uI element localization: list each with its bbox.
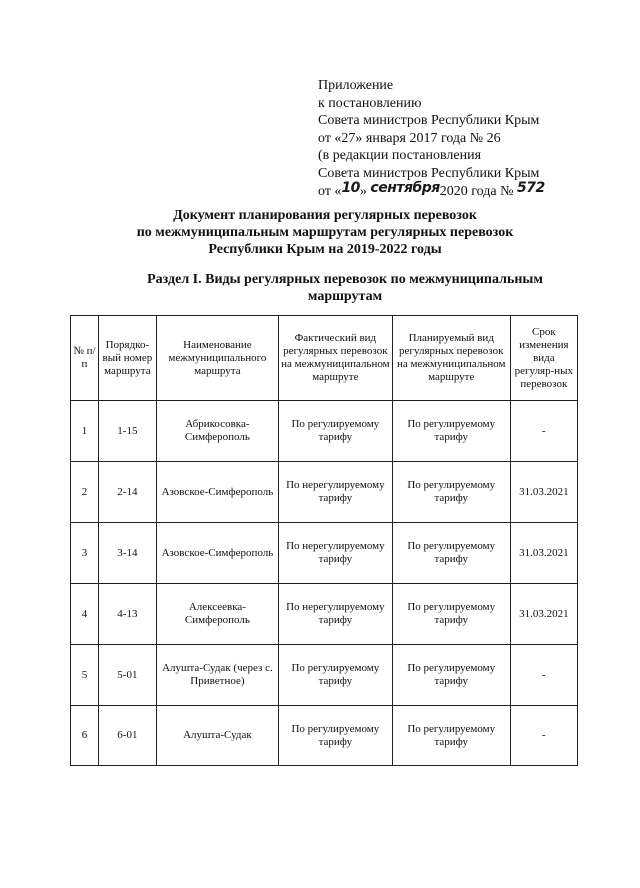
- appendix-line-6: Совета министров Республики Крым: [318, 165, 540, 181]
- date-prefix: от «: [318, 183, 342, 199]
- cell-route-name: Азовское-Симферополь: [156, 523, 278, 584]
- date-mid: »: [359, 183, 367, 199]
- appendix-line-7: [318, 179, 618, 201]
- routes-table: [70, 315, 578, 766]
- appendix-block: [318, 77, 618, 200]
- document-title-line-2: по межмуниципальным маршрутам регулярных перевозок: [136, 225, 514, 240]
- cell-deadline: -: [510, 645, 577, 706]
- cell-route-number: 1-15: [98, 401, 156, 462]
- cell-number: 3: [71, 523, 99, 584]
- cell-route-name: Алушта-Судак (через с. Приветное): [156, 645, 278, 706]
- appendix-line-3: Совета министров Республики Крым: [318, 113, 540, 129]
- cell-route-number: 3-14: [98, 523, 156, 584]
- cell-route-name: Алушта-Судак: [156, 706, 278, 766]
- cell-deadline: -: [510, 706, 577, 766]
- cell-route-number: 5-01: [98, 645, 156, 706]
- cell-planned-type: По регулируемому тарифу: [392, 645, 510, 706]
- cell-route-number: 2-14: [98, 462, 156, 523]
- cell-route-number: 4-13: [98, 584, 156, 645]
- section-title-line-2: маршрутам: [307, 289, 383, 304]
- appendix-line-5: (в редакции постановления: [318, 148, 482, 164]
- document-title-line-3: Республики Крым на 2019-2022 годы: [208, 242, 442, 257]
- cell-planned-type: По регулируемому тарифу: [392, 401, 510, 462]
- header-route-name: Наименование межмуниципального маршрута: [156, 316, 278, 401]
- handwritten-number: 572: [516, 179, 545, 196]
- cell-deadline: 31.03.2021: [510, 523, 577, 584]
- cell-number: 4: [71, 584, 99, 645]
- appendix-line-4: от «27» января 2017 года № 26: [318, 130, 501, 146]
- cell-route-name: Абрикосовка-Симферополь: [156, 401, 278, 462]
- cell-planned-type: По регулируемому тарифу: [392, 584, 510, 645]
- table-row: [71, 523, 578, 584]
- cell-number: 1: [71, 401, 99, 462]
- table-row: [71, 462, 578, 523]
- date-year: 2020 года №: [439, 183, 514, 199]
- handwritten-month: сентября: [370, 179, 440, 196]
- cell-route-name: Азовское-Симферополь: [156, 462, 278, 523]
- table-row: [71, 706, 578, 766]
- header-planned-type: Планируемый вид регулярных перевозок на межмуниципальном маршруте: [392, 316, 510, 401]
- cell-planned-type: По регулируемому тарифу: [392, 462, 510, 523]
- handwritten-day: 10: [341, 179, 360, 196]
- header-change-deadline: Срок изменения вида регуляр-ных перевозок: [510, 316, 577, 401]
- appendix-line-1: Приложение: [318, 78, 394, 93]
- cell-number: 5: [71, 645, 99, 706]
- cell-actual-type: По нерегулируемому тарифу: [278, 523, 392, 584]
- section-title-line-1: Раздел I. Виды регулярных перевозок по межмуниципальным: [147, 272, 543, 287]
- cell-planned-type: По регулируемому тарифу: [392, 523, 510, 584]
- cell-deadline: 31.03.2021: [510, 584, 577, 645]
- cell-actual-type: По регулируемому тарифу: [278, 401, 392, 462]
- table-row: [71, 645, 578, 706]
- header-actual-type: Фактический вид регулярных перевозок на межмуниципальном маршруте: [278, 316, 392, 401]
- document-title-line-1: Документ планирования регулярных перевозок: [173, 208, 477, 223]
- cell-planned-type: По регулируемому тарифу: [392, 706, 510, 766]
- section-title: [140, 271, 550, 305]
- cell-deadline: -: [510, 401, 577, 462]
- header-route-number: Порядко-вый номер маршрута: [98, 316, 156, 401]
- table-row: [71, 584, 578, 645]
- cell-actual-type: По регулируемому тарифу: [278, 645, 392, 706]
- cell-actual-type: По нерегулируемому тарифу: [278, 462, 392, 523]
- table-row: [71, 401, 578, 462]
- table-header-row: [71, 316, 578, 401]
- cell-deadline: 31.03.2021: [510, 462, 577, 523]
- cell-actual-type: По регулируемому тарифу: [278, 706, 392, 766]
- document-title: [60, 207, 590, 258]
- appendix-line-2: к постановлению: [318, 95, 422, 111]
- cell-route-name: Алексеевка-Симферополь: [156, 584, 278, 645]
- cell-route-number: 6-01: [98, 706, 156, 766]
- cell-number: 2: [71, 462, 99, 523]
- cell-number: 6: [71, 706, 99, 766]
- header-number: № п/п: [71, 316, 99, 401]
- cell-actual-type: По нерегулируемому тарифу: [278, 584, 392, 645]
